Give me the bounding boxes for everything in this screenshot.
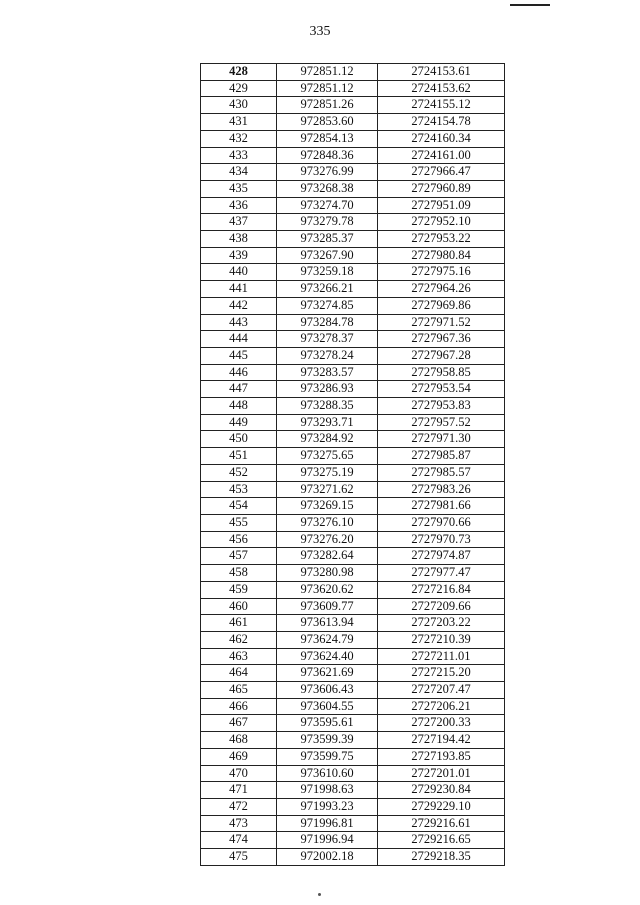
point-number-cell: 465 [201, 682, 277, 699]
x-coordinate-cell: 973275.19 [277, 464, 378, 481]
x-coordinate-cell: 971996.81 [277, 815, 378, 832]
y-coordinate-cell: 2727977.47 [378, 565, 505, 582]
table-row [201, 264, 505, 281]
x-coordinate-cell: 973293.71 [277, 414, 378, 431]
y-coordinate-cell: 2729230.84 [378, 782, 505, 799]
y-coordinate-cell: 2727207.47 [378, 682, 505, 699]
table-row [201, 815, 505, 832]
point-number-cell: 471 [201, 782, 277, 799]
point-number-cell: 431 [201, 114, 277, 131]
y-coordinate-cell: 2727209.66 [378, 598, 505, 615]
x-coordinate-cell: 972851.12 [277, 80, 378, 97]
table-row [201, 80, 505, 97]
x-coordinate-cell: 971993.23 [277, 798, 378, 815]
point-number-cell: 443 [201, 314, 277, 331]
y-coordinate-cell: 2727985.87 [378, 448, 505, 465]
x-coordinate-cell: 973286.93 [277, 381, 378, 398]
table-row [201, 331, 505, 348]
point-number-cell: 447 [201, 381, 277, 398]
table-row [201, 297, 505, 314]
table-row [201, 682, 505, 699]
table-row [201, 648, 505, 665]
y-coordinate-cell: 2724153.61 [378, 64, 505, 81]
point-number-cell: 463 [201, 648, 277, 665]
point-number-cell: 444 [201, 331, 277, 348]
point-number-cell: 429 [201, 80, 277, 97]
x-coordinate-cell: 973288.35 [277, 398, 378, 415]
x-coordinate-cell: 971998.63 [277, 782, 378, 799]
y-coordinate-cell: 2727971.52 [378, 314, 505, 331]
y-coordinate-cell: 2727960.89 [378, 180, 505, 197]
x-coordinate-cell: 973624.79 [277, 631, 378, 648]
y-coordinate-cell: 2729229.10 [378, 798, 505, 815]
table-row [201, 531, 505, 548]
point-number-cell: 462 [201, 631, 277, 648]
table-row [201, 498, 505, 515]
point-number-cell: 468 [201, 732, 277, 749]
table-row [201, 732, 505, 749]
x-coordinate-cell: 973609.77 [277, 598, 378, 615]
point-number-cell: 451 [201, 448, 277, 465]
y-coordinate-cell: 2727193.85 [378, 748, 505, 765]
point-number-cell: 440 [201, 264, 277, 281]
point-number-cell: 467 [201, 715, 277, 732]
point-number-cell: 472 [201, 798, 277, 815]
table-row [201, 698, 505, 715]
point-number-cell: 437 [201, 214, 277, 231]
x-coordinate-cell: 972848.36 [277, 147, 378, 164]
table-row [201, 748, 505, 765]
y-coordinate-cell: 2724161.00 [378, 147, 505, 164]
x-coordinate-cell: 973278.37 [277, 331, 378, 348]
table-row [201, 197, 505, 214]
page-number: 335 [309, 24, 331, 39]
y-coordinate-cell: 2727964.26 [378, 281, 505, 298]
y-coordinate-cell: 2727971.30 [378, 431, 505, 448]
table-row [201, 314, 505, 331]
table-row [201, 431, 505, 448]
table-row [201, 130, 505, 147]
y-coordinate-cell: 2727958.85 [378, 364, 505, 381]
table-row [201, 598, 505, 615]
table-row [201, 798, 505, 815]
y-coordinate-cell: 2729216.61 [378, 815, 505, 832]
table-row [201, 147, 505, 164]
x-coordinate-cell: 973610.60 [277, 765, 378, 782]
table-row [201, 481, 505, 498]
y-coordinate-cell: 2727970.66 [378, 514, 505, 531]
x-coordinate-cell: 973267.90 [277, 247, 378, 264]
x-coordinate-cell: 973268.38 [277, 180, 378, 197]
point-number-cell: 445 [201, 347, 277, 364]
point-number-cell: 470 [201, 765, 277, 782]
point-number-cell: 436 [201, 197, 277, 214]
point-number-cell: 433 [201, 147, 277, 164]
y-coordinate-cell: 2727953.54 [378, 381, 505, 398]
y-coordinate-cell: 2727953.22 [378, 231, 505, 248]
coordinates-table-body [201, 64, 505, 866]
x-coordinate-cell: 973271.62 [277, 481, 378, 498]
x-coordinate-cell: 973266.21 [277, 281, 378, 298]
y-coordinate-cell: 2727953.83 [378, 398, 505, 415]
y-coordinate-cell: 2727206.21 [378, 698, 505, 715]
x-coordinate-cell: 973280.98 [277, 565, 378, 582]
table-row [201, 281, 505, 298]
x-coordinate-cell: 973599.39 [277, 732, 378, 749]
x-coordinate-cell: 973276.10 [277, 514, 378, 531]
y-coordinate-cell: 2727974.87 [378, 548, 505, 565]
y-coordinate-cell: 2729216.65 [378, 832, 505, 849]
point-number-cell: 474 [201, 832, 277, 849]
table-row [201, 398, 505, 415]
y-coordinate-cell: 2724154.78 [378, 114, 505, 131]
point-number-cell: 469 [201, 748, 277, 765]
y-coordinate-cell: 2727967.28 [378, 347, 505, 364]
x-coordinate-cell: 973621.69 [277, 665, 378, 682]
x-coordinate-cell: 973606.43 [277, 682, 378, 699]
point-number-cell: 434 [201, 164, 277, 181]
x-coordinate-cell: 972002.18 [277, 849, 378, 866]
footer-scan-dot [318, 893, 321, 896]
table-row [201, 765, 505, 782]
corner-scan-mark [510, 4, 550, 6]
x-coordinate-cell: 973274.85 [277, 297, 378, 314]
table-row [201, 97, 505, 114]
table-row [201, 64, 505, 81]
y-coordinate-cell: 2727952.10 [378, 214, 505, 231]
table-row [201, 832, 505, 849]
point-number-cell: 460 [201, 598, 277, 615]
table-row [201, 631, 505, 648]
table-row [201, 514, 505, 531]
table-row [201, 565, 505, 582]
point-number-cell: 473 [201, 815, 277, 832]
x-coordinate-cell: 973282.64 [277, 548, 378, 565]
table-row [201, 231, 505, 248]
x-coordinate-cell: 973599.75 [277, 748, 378, 765]
y-coordinate-cell: 2724153.62 [378, 80, 505, 97]
y-coordinate-cell: 2727975.16 [378, 264, 505, 281]
point-number-cell: 452 [201, 464, 277, 481]
y-coordinate-cell: 2727969.86 [378, 297, 505, 314]
y-coordinate-cell: 2727985.57 [378, 464, 505, 481]
y-coordinate-cell: 2727216.84 [378, 581, 505, 598]
y-coordinate-cell: 2727970.73 [378, 531, 505, 548]
x-coordinate-cell: 973259.18 [277, 264, 378, 281]
point-number-cell: 453 [201, 481, 277, 498]
x-coordinate-cell: 973279.78 [277, 214, 378, 231]
table-row [201, 715, 505, 732]
point-number-cell: 446 [201, 364, 277, 381]
point-number-cell: 459 [201, 581, 277, 598]
x-coordinate-cell: 972851.12 [277, 64, 378, 81]
table-row [201, 114, 505, 131]
y-coordinate-cell: 2729218.35 [378, 849, 505, 866]
table-row [201, 581, 505, 598]
table-row [201, 849, 505, 866]
point-number-cell: 464 [201, 665, 277, 682]
coordinates-table-container [200, 63, 504, 866]
y-coordinate-cell: 2727967.36 [378, 331, 505, 348]
y-coordinate-cell: 2727210.39 [378, 631, 505, 648]
x-coordinate-cell: 973276.20 [277, 531, 378, 548]
x-coordinate-cell: 973269.15 [277, 498, 378, 515]
point-number-cell: 461 [201, 615, 277, 632]
y-coordinate-cell: 2727203.22 [378, 615, 505, 632]
y-coordinate-cell: 2727966.47 [378, 164, 505, 181]
point-number-cell: 430 [201, 97, 277, 114]
y-coordinate-cell: 2724160.34 [378, 130, 505, 147]
x-coordinate-cell: 973624.40 [277, 648, 378, 665]
table-row [201, 381, 505, 398]
x-coordinate-cell: 972854.13 [277, 130, 378, 147]
table-row [201, 214, 505, 231]
point-number-cell: 449 [201, 414, 277, 431]
point-number-cell: 466 [201, 698, 277, 715]
y-coordinate-cell: 2727211.01 [378, 648, 505, 665]
x-coordinate-cell: 971996.94 [277, 832, 378, 849]
table-row [201, 164, 505, 181]
x-coordinate-cell: 973276.99 [277, 164, 378, 181]
point-number-cell: 439 [201, 247, 277, 264]
table-row [201, 464, 505, 481]
point-number-cell: 456 [201, 531, 277, 548]
x-coordinate-cell: 973275.65 [277, 448, 378, 465]
y-coordinate-cell: 2727951.09 [378, 197, 505, 214]
y-coordinate-cell: 2727983.26 [378, 481, 505, 498]
table-row [201, 548, 505, 565]
x-coordinate-cell: 973604.55 [277, 698, 378, 715]
y-coordinate-cell: 2727957.52 [378, 414, 505, 431]
x-coordinate-cell: 973274.70 [277, 197, 378, 214]
point-number-cell: 455 [201, 514, 277, 531]
x-coordinate-cell: 972851.26 [277, 97, 378, 114]
x-coordinate-cell: 973613.94 [277, 615, 378, 632]
point-number-cell: 442 [201, 297, 277, 314]
x-coordinate-cell: 973620.62 [277, 581, 378, 598]
y-coordinate-cell: 2727201.01 [378, 765, 505, 782]
y-coordinate-cell: 2727981.66 [378, 498, 505, 515]
point-number-cell: 450 [201, 431, 277, 448]
table-row [201, 364, 505, 381]
x-coordinate-cell: 973283.57 [277, 364, 378, 381]
point-number-cell: 448 [201, 398, 277, 415]
table-row [201, 448, 505, 465]
x-coordinate-cell: 973278.24 [277, 347, 378, 364]
table-row [201, 180, 505, 197]
point-number-cell: 454 [201, 498, 277, 515]
table-row [201, 247, 505, 264]
y-coordinate-cell: 2727215.20 [378, 665, 505, 682]
point-number-cell: 435 [201, 180, 277, 197]
x-coordinate-cell: 972853.60 [277, 114, 378, 131]
x-coordinate-cell: 973284.92 [277, 431, 378, 448]
y-coordinate-cell: 2727200.33 [378, 715, 505, 732]
point-number-cell: 438 [201, 231, 277, 248]
point-number-cell: 457 [201, 548, 277, 565]
x-coordinate-cell: 973595.61 [277, 715, 378, 732]
table-row [201, 665, 505, 682]
point-number-cell: 432 [201, 130, 277, 147]
table-row [201, 782, 505, 799]
point-number-cell: 441 [201, 281, 277, 298]
y-coordinate-cell: 2727980.84 [378, 247, 505, 264]
y-coordinate-cell: 2727194.42 [378, 732, 505, 749]
y-coordinate-cell: 2724155.12 [378, 97, 505, 114]
x-coordinate-cell: 973285.37 [277, 231, 378, 248]
point-number-cell: 458 [201, 565, 277, 582]
point-number-cell: 428 [201, 64, 277, 81]
table-row [201, 615, 505, 632]
x-coordinate-cell: 973284.78 [277, 314, 378, 331]
table-row [201, 414, 505, 431]
coordinates-table [200, 63, 505, 866]
table-row [201, 347, 505, 364]
point-number-cell: 475 [201, 849, 277, 866]
